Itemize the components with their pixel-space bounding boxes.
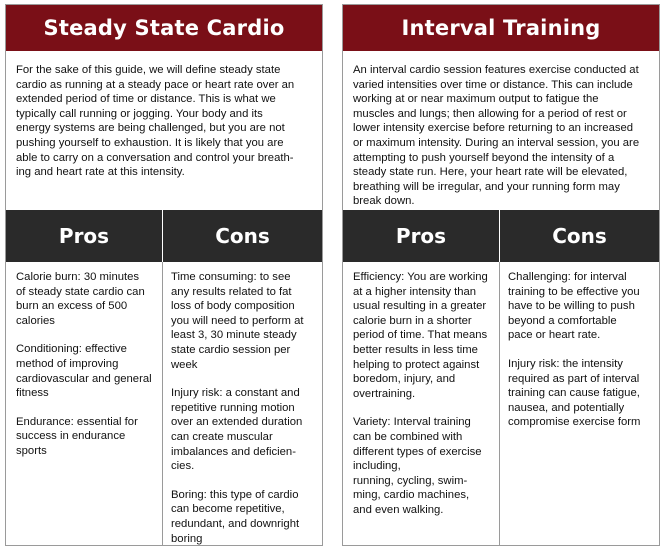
panel-title: Steady State Cardio [6, 5, 322, 51]
pros-item: Calorie burn: 30 minutes of steady state cardio can burn an excess of 500 calories [16, 271, 145, 327]
cons-item: Injury risk: the intensity required as part of interval training can cause fatigue, nausea, and potentially compromise exercise form [508, 357, 641, 429]
pros-heading: Pros [395, 224, 447, 248]
pros-item: Variety: Interval training can be combined with different types of exercise including, running, cycling, swim- ming, cardio machines, and even walking. [353, 416, 482, 516]
pros-cons-header [6, 210, 322, 262]
cons-list [508, 270, 655, 444]
pros-list [353, 270, 495, 532]
pros-heading: Pros [58, 224, 110, 248]
cons-item: Injury risk: a constant and repetitive running motion over an extended duration can create muscular imbalances and deficien- cies. [171, 387, 303, 473]
cons-item: Boring: this type of cardio can become repetitive, redundant, and downright boring [171, 488, 300, 545]
column-divider [499, 262, 500, 545]
pros-item: Conditioning: effective method of improving cardiovascular and general fitness [16, 343, 152, 400]
steady-state-panel [5, 4, 323, 546]
column-divider [162, 262, 163, 545]
interval-training-panel [342, 4, 660, 546]
cons-item: Challenging: for interval training to be effective you have to be willing to push beyond a comfortable pace or heart rate. [508, 271, 640, 342]
panel-title: Interval Training [343, 5, 659, 51]
pros-item: Efficiency: You are working at a higher intensity than usual resulting in a greater calorie burn in a shorter period of time. That means better results in less time helping to protect against boredom, injury, and overtraining. [353, 271, 488, 400]
panel-intro: For the sake of this guide, we will define steady state cardio as running at a steady pace or heart rate over an extended period of time or distance. This is what we typically call running or jogging. Your body and its energy systems are being challenged, but you are not pushing yourself to exhaustion. It is likely that you are able to carry on a conversation and control your breath- ing and heart rate at this intensity. [16, 64, 295, 179]
pros-item: Endurance: essential for success in endurance sports [16, 415, 138, 457]
pros-cons-header [343, 210, 659, 262]
cons-item: Time consuming: to see any results related to fat loss of body composition you will need to perform at least 3, 30 minute steady state cardio session per week [171, 271, 304, 371]
panel-intro: An interval cardio session features exercise conducted at varied intensities over time or distance. This can include working at or near maximum output to fatigue the muscles and lungs; then allowing for a period of rest or lower intensity exercise before returning to an increased or maximum intensity. During an interval session, you are attempting to push yourself beyond the intensity of a steady state run. Here, your heart rate will be elevated, breathing will be irregular, and your running form may break down. [353, 64, 640, 208]
pros-list [16, 270, 158, 473]
cons-list [171, 270, 318, 560]
cons-heading: Cons [215, 224, 270, 248]
cons-heading: Cons [552, 224, 607, 248]
